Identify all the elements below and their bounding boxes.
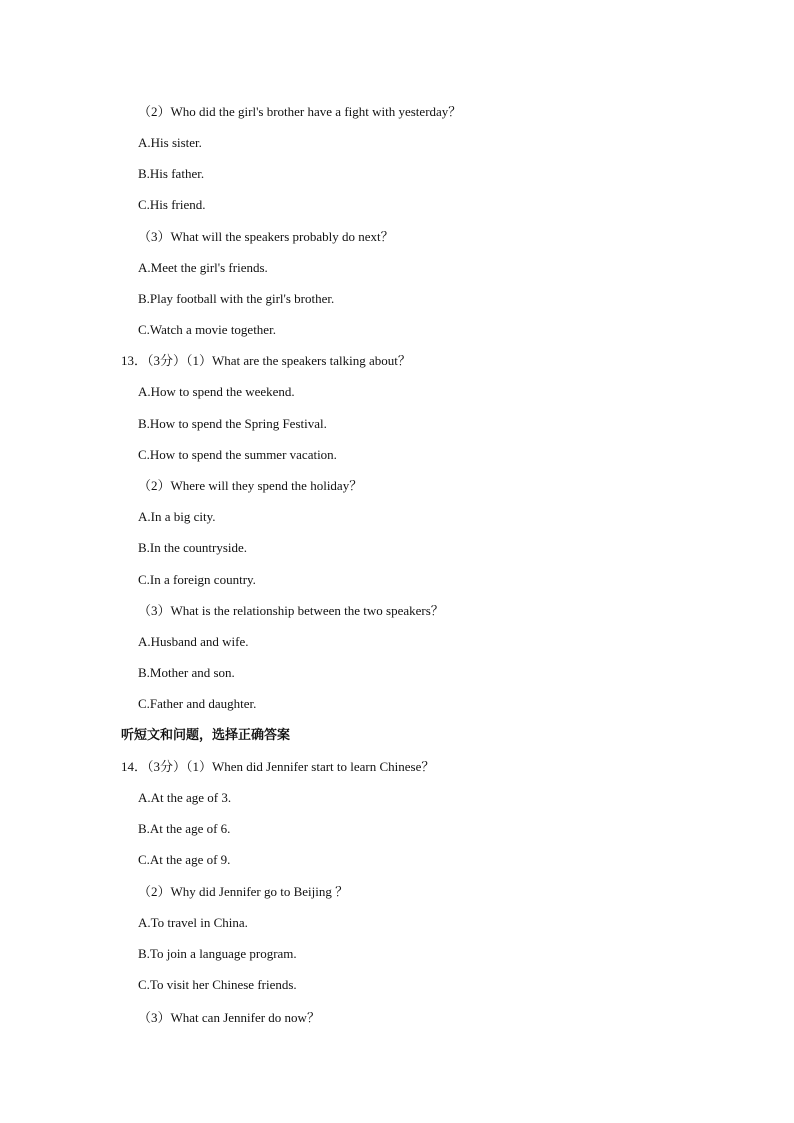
q14-sub2-option-b: B.To join a language program. xyxy=(138,946,297,961)
q12-sub3-question: （3）What will the speakers probably do next？ xyxy=(138,229,394,244)
q12-sub3-option-a: A.Meet the girl's friends. xyxy=(138,260,268,275)
q12-sub2-option-b: B.His father. xyxy=(138,166,205,181)
q14-sub2-question: （2）Why did Jennifer go to Beijing ？ xyxy=(138,884,349,899)
q13-sub2-option-c: C.In a foreign country. xyxy=(138,572,256,587)
q13-sub2-question: （2）Where will they spend the holiday？ xyxy=(138,478,363,493)
q13-sub3-option-c: C.Father and daughter. xyxy=(138,696,257,711)
q14-sub2-option-a: A.To travel in China. xyxy=(138,915,248,930)
q12-sub2-question: （2）Who did the girl's brother have a fight with yesterday？ xyxy=(138,104,462,119)
q13-sub1-option-b: B.How to spend the Spring Festival. xyxy=(138,416,327,431)
q13-sub3-option-a: A.Husband and wife. xyxy=(138,634,249,649)
q13-sub3-option-b: B.Mother and son. xyxy=(138,665,235,680)
q12-sub3-option-c: C.Watch a movie together. xyxy=(138,322,276,337)
q13-sub1-question: 13．（3分）（1）What are the speakers talking about？ xyxy=(121,353,411,368)
q13-sub2-option-b: B.In the countryside. xyxy=(138,540,248,555)
section-heading: 听短文和问题，选择正确答案 xyxy=(121,728,291,743)
q13-sub3-question: （3）What is the relationship between the two speakers？ xyxy=(138,603,444,618)
q12-sub2-option-a: A.His sister. xyxy=(138,135,202,150)
q13-sub1-option-a: A.How to spend the weekend. xyxy=(138,384,295,399)
q12-sub3-option-b: B.Play football with the girl's brother. xyxy=(138,291,335,306)
q14-sub1-question: 14．（3分）（1）When did Jennifer start to learn Chinese？ xyxy=(121,759,435,774)
q14-sub2-option-c: C.To visit her Chinese friends. xyxy=(138,977,297,992)
q14-sub1-option-a: A.At the age of 3. xyxy=(138,790,232,805)
q13-sub2-option-a: A.In a big city. xyxy=(138,509,216,524)
q13-sub1-option-c: C.How to spend the summer vacation. xyxy=(138,447,337,462)
q12-sub2-option-c: C.His friend. xyxy=(138,197,206,212)
q14-sub1-option-c: C.At the age of 9. xyxy=(138,852,231,867)
q14-sub3-question: （3）What can Jennifer do now？ xyxy=(138,1010,320,1025)
q14-sub1-option-b: B.At the age of 6. xyxy=(138,821,231,836)
